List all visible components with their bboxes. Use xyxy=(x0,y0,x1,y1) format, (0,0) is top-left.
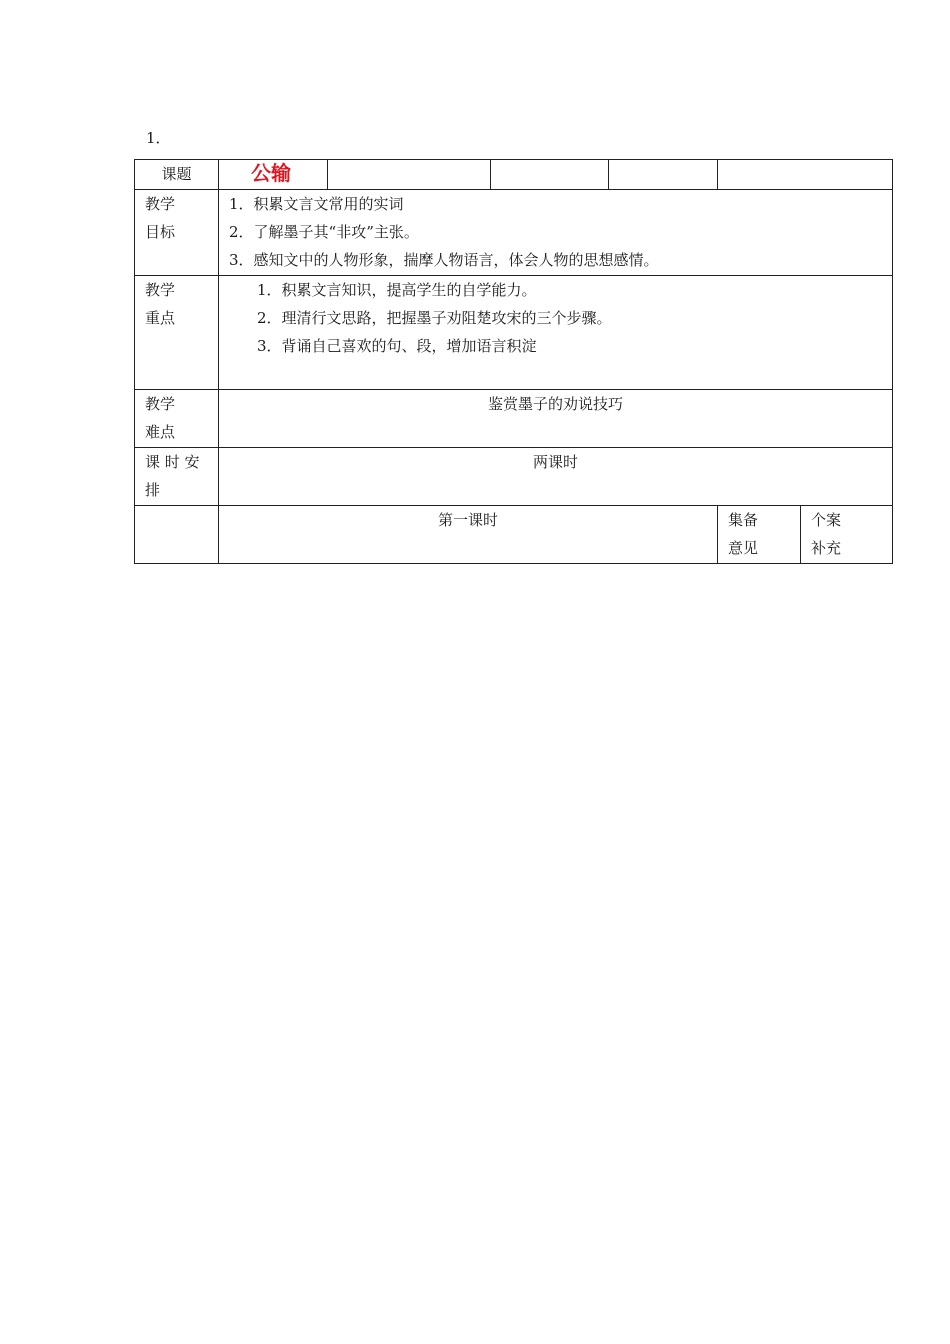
lesson-row xyxy=(135,506,893,564)
difficulties-row xyxy=(135,390,893,448)
lesson-plan-table xyxy=(134,159,893,564)
objective-item: 2．了解墨子其“非攻”主张。 xyxy=(229,223,419,241)
empty-cell xyxy=(491,160,609,190)
empty-cell xyxy=(135,506,219,564)
key-point-item: 3．背诵自己喜欢的句、段，增加语言积淀 xyxy=(257,337,537,355)
objectives-content xyxy=(219,190,893,276)
difficulties-label: 教学 难点 xyxy=(135,390,219,448)
header-row xyxy=(135,160,893,190)
difficulties-content: 鉴赏墨子的劝说技巧 xyxy=(219,390,893,448)
objective-item: 3．感知文中的人物形象，揣摩人物语言，体会人物的思想感情。 xyxy=(229,251,659,269)
objective-item: 1．积累文言文常用的实词 xyxy=(229,195,404,213)
personal-supplement-label: 个案 补充 xyxy=(801,506,893,564)
key-point-item: 2．理清行文思路，把握墨子劝阻楚攻宋的三个步骤。 xyxy=(257,309,612,327)
empty-cell xyxy=(328,160,491,190)
first-lesson-title: 第一课时 xyxy=(219,506,718,564)
objectives-label: 教学 目标 xyxy=(135,190,219,276)
topic-label: 课题 xyxy=(135,160,219,190)
key-points-label: 教学 重点 xyxy=(135,276,219,390)
schedule-content: 两课时 xyxy=(219,448,893,506)
key-point-item: 1．积累文言知识，提高学生的自学能力。 xyxy=(257,281,537,299)
schedule-row xyxy=(135,448,893,506)
key-points-row xyxy=(135,276,893,390)
group-prep-notes-label: 集备 意见 xyxy=(718,506,801,564)
schedule-label: 课 时 安 排 xyxy=(135,448,219,506)
empty-cell xyxy=(718,160,893,190)
key-points-content xyxy=(219,276,893,390)
page-number: 1． xyxy=(146,129,171,147)
lesson-title: 公输 xyxy=(219,160,328,190)
objectives-row xyxy=(135,190,893,276)
empty-cell xyxy=(609,160,718,190)
